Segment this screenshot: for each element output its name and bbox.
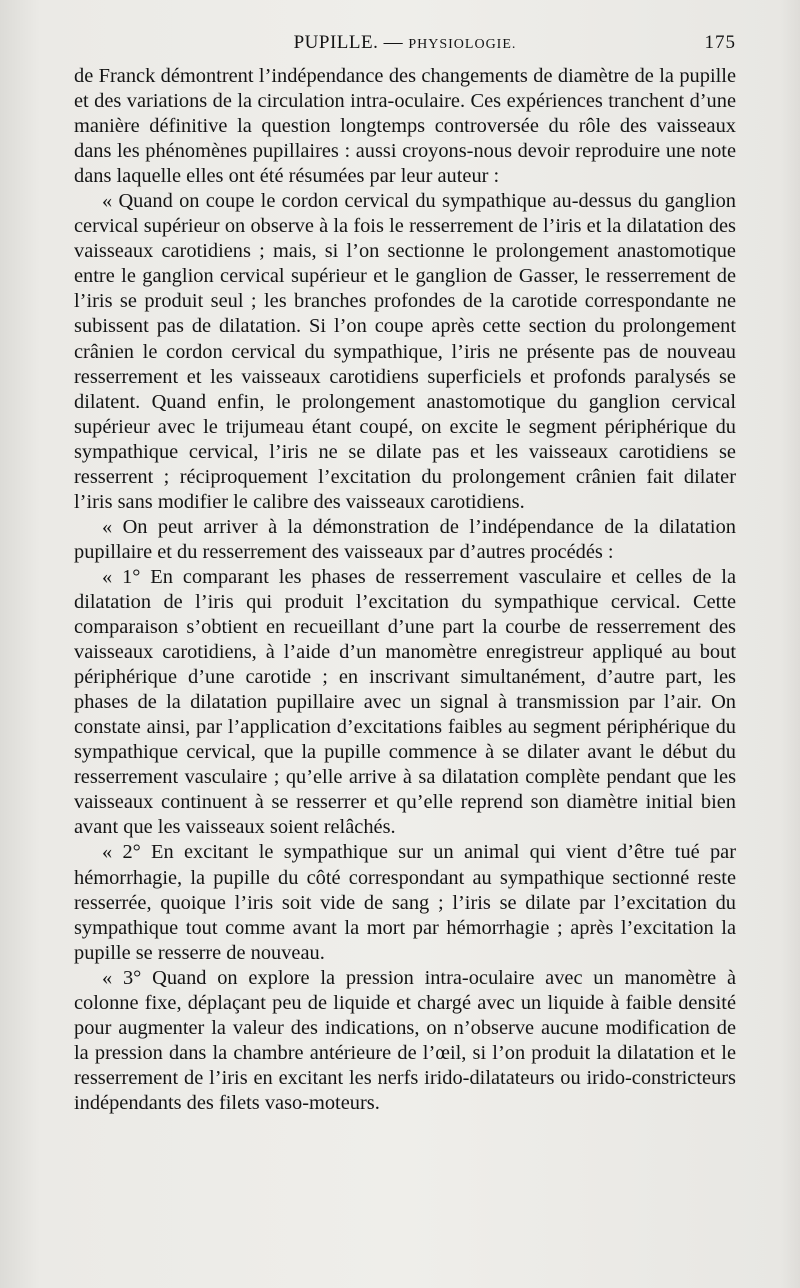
header-dash: — (383, 32, 404, 53)
paragraph-quote-intro: « Quand on coupe le cordon cervical du sympathique au-dessus du ganglion cervical supérieur on observe à la fois le resserrement de l’iris et la dilatation des vaisseaux carotidiens ; mais, si l’on sectionne le prolongement anastomotique entre le ganglion cervical supérieur et le ganglion de Gasser, le resserrement de l’iris se produit seul ; les branches profondes de la carotide correspondante ne subissent pas de dilatation. Si l’on coupe après cette section du prolongement crânien le cordon cervical du sympathique, l’iris ne présente pas de nouveau resserrement et les vaisseaux carotidiens superficiels et profonds paralysés se dilatent. Quand enfin, le prolongement anastomotique du ganglion cervical supérieur avec le trijumeau étant coupé, on excite le segment périphérique du sympathique cervical, l’iris ne se dilate pas et les vaisseaux carotidiens se resserrent ; réciproquement l’excitation du prolongement crânien fait dilater l’iris sans modifier le calibre des vaisseaux carotidiens. (74, 190, 736, 513)
paragraph-method-3: « 3° Quand on explore la pression intra-oculaire avec un manomètre à colonne fixe, déplaçant peu de liquide et chargé avec un liquide à faible densité pour augmenter la valeur des indications, on n’observe aucune modification de la pression dans la chambre antérieure de l’œil, si l’on produit la dilatation et le resserrement de l’iris en excitant les nerfs irido-dilatateurs ou irido-constricteurs indépendants des filets vaso-moteurs. (74, 966, 736, 1114)
header-title: PUPILLE. (293, 32, 379, 53)
paragraph-method-2: « 2° En excitant le sympathique sur un animal qui vient d’être tué par hémorrhagie, la pupille du côté correspondant au sympathique sectionné reste resserrée, quoique l’iris soit vide de sang ; l’iris se dilate par l’excitation du sympathique tout comme avant la mort par hémorrhagie ; après l’excitation la pupille se resserre de nouveau. (74, 841, 736, 964)
body-text (74, 64, 736, 1116)
running-title (74, 32, 736, 54)
paragraph-method-1: « 1° En comparant les phases de resserrement vasculaire et celles de la dilatation de l’iris qui produit l’excitation du sympathique cervical. Cette comparaison s’obtient en recueillant d’une part la courbe de resserrement des vaisseaux carotidiens, à l’aide d’un manomètre enregistreur appliqué au bout périphérique d’une carotide ; en inscrivant simultanément, d’autre part, les phases de la dilatation pupillaire avec un signal à transmission par l’air. On constate ainsi, par l’application d’excitations faibles au segment périphérique du sympathique cervical, que la pupille commence à se dilater avant le début du resserrement vasculaire ; qu’elle arrive à sa dilatation complète pendant que les vaisseaux continuent à se resserrer et qu’elle reprend son diamètre initial bien avant que les vaisseaux soient relâchés. (74, 565, 736, 839)
header-subtitle: PHYSIOLOGIE. (408, 37, 517, 52)
paragraph-procedures: « On peut arriver à la démonstration de l’indépendance de la dilatation pupillaire et du resserrement des vaisseaux par d’autres procédés : (74, 515, 736, 563)
paragraph-continuation: de Franck démontrent l’indépendance des changements de diamètre de la pupille et des variations de la circulation intra-oculaire. Ces expériences tranchent d’une manière définitive la question longtemps controversée du rôle des vaisseaux dans les phénomènes pupillaires : aussi croyons-nous devoir reproduire une note dans laquelle elles ont été résumées par leur auteur : (74, 65, 736, 188)
running-header (74, 32, 736, 56)
page-number: 175 (704, 32, 736, 53)
